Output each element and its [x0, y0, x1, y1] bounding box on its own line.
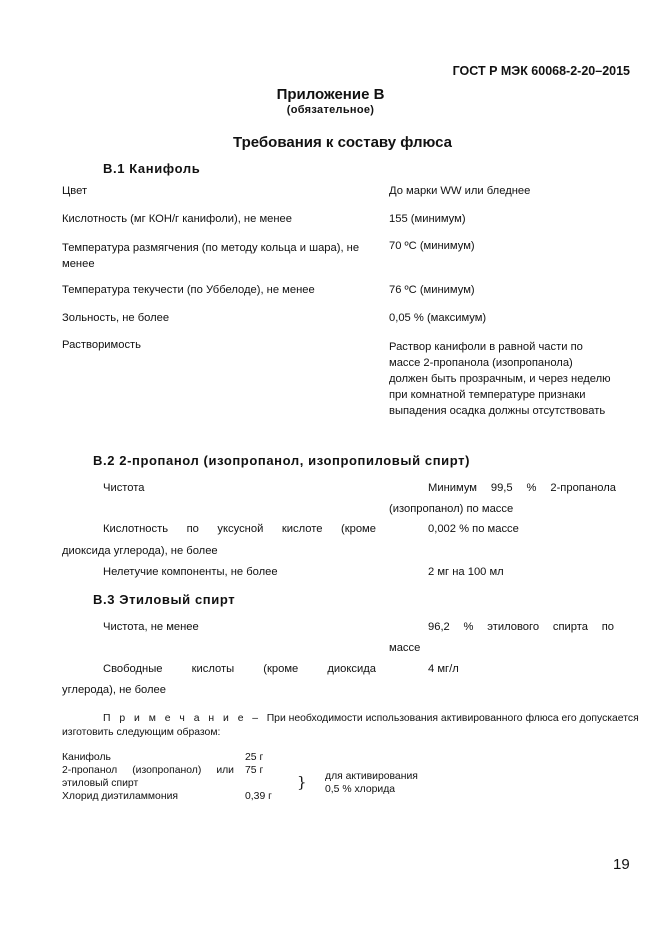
word: кислоте	[281, 523, 323, 535]
section-b1-title: В.1 Канифоль	[103, 161, 201, 176]
recipe-item-amount: 25 г	[245, 752, 264, 763]
note-line1	[103, 713, 639, 724]
word: Кислотность	[103, 523, 169, 535]
propanol-volatile-label: Нелетучие компоненты, не более	[103, 566, 278, 578]
word: этилового	[487, 621, 540, 633]
rosin-color-value: До марки WW или бледнее	[389, 185, 531, 197]
section-b3-title: В.3 Этиловый спирт	[93, 592, 236, 607]
document-header: ГОСТ Р МЭК 60068-2-20–2015	[452, 64, 630, 78]
ethanol-acids-label	[103, 663, 376, 675]
rosin-ash-label: Зольность, не более	[62, 312, 170, 324]
appendix-heading: Требования к составу флюса	[233, 134, 453, 151]
word: (изопропанол)	[132, 765, 202, 776]
word: спирта	[552, 621, 588, 633]
recipe-item-amount: 0,39 г	[245, 791, 272, 802]
ethanol-purity-label: Чистота, не менее	[103, 621, 199, 633]
word: кислоты	[191, 663, 235, 675]
curly-brace-icon: }	[297, 773, 307, 791]
note-text: При необходимости использования активированного флюса его допускается	[266, 713, 639, 724]
propanol-acidity-value: 0,002 % по массе	[428, 523, 519, 535]
appendix-subtitle: (обязательное)	[286, 104, 375, 116]
word: 96,2	[428, 621, 450, 633]
ethanol-purity-value	[428, 621, 614, 633]
rosin-solubility-value: Раствор канифоли в равной части по массе 2-пропанола (изопропанола) должен быть прозрачным, и через неделю при комнатной температуре признаки выпадения осадка должны отсутствовать	[389, 341, 611, 417]
recipe-purpose-line1: для активирования	[325, 771, 418, 782]
propanol-purity-value-line2: (изопропанол) по массе	[389, 503, 514, 515]
recipe-item-name: Канифоль	[62, 752, 111, 763]
word: уксусной	[217, 523, 264, 535]
rosin-softening-value: 70 ºС (минимум)	[389, 240, 475, 252]
propanol-volatile-value: 2 мг на 100 мл	[428, 566, 504, 578]
propanol-purity-value	[428, 482, 616, 494]
word: %	[526, 482, 537, 494]
ethanol-acids-label-line2: углерода), не более	[62, 684, 166, 696]
note-line2: изготовить следующим образом:	[62, 727, 221, 738]
rosin-ash-value: 0,05 % (максимум)	[389, 312, 487, 324]
word: диоксида	[327, 663, 376, 675]
word: 99,5	[490, 482, 513, 494]
word: 2-пропанол	[62, 765, 118, 776]
word: Свободные	[103, 663, 163, 675]
word: 2-пропанола	[550, 482, 616, 494]
rosin-acidity-value: 155 (минимум)	[389, 213, 466, 225]
ethanol-purity-value-line2: массе	[389, 642, 421, 654]
rosin-color-label: Цвет	[62, 185, 88, 197]
page-number: 19	[613, 856, 630, 873]
note-dash: –	[252, 713, 259, 724]
propanol-purity-label: Чистота	[103, 482, 145, 494]
appendix-title: Приложение В	[276, 86, 385, 103]
recipe-purpose-line2: 0,5 % хлорида	[325, 784, 396, 795]
rosin-flow-value: 76 ºС (минимум)	[389, 284, 475, 296]
recipe-item-name: Хлорид диэтиламмония	[62, 791, 179, 802]
note-label: П р и м е ч а н и е	[103, 713, 247, 724]
word: (кроме	[263, 663, 299, 675]
word: Минимум	[428, 482, 477, 494]
rosin-acidity-label: Кислотность (мг КОН/г канифоли), не менее	[62, 213, 292, 225]
recipe-item-name-line2: этиловый спирт	[62, 778, 139, 789]
rosin-solubility-label: Растворимость	[62, 339, 142, 351]
word: (кроме	[340, 523, 376, 535]
word: %	[463, 621, 474, 633]
propanol-acidity-label	[103, 523, 376, 535]
rosin-flow-label: Температура текучести (по Уббелоде), не менее	[62, 284, 315, 296]
rosin-softening-label: Температура размягчения (по методу кольца и шара), не менее	[62, 242, 360, 270]
word: по	[186, 523, 199, 535]
section-b2-title: В.2 2-пропанол (изопропанол, изопропиловый спирт)	[93, 453, 471, 468]
recipe-item-amount: 75 г	[245, 765, 264, 776]
recipe-item-name	[62, 765, 234, 777]
ethanol-acids-value: 4 мг/л	[428, 663, 459, 675]
word: или	[216, 765, 234, 776]
word: по	[601, 621, 614, 633]
propanol-acidity-label-line2: диоксида углерода), не более	[62, 545, 218, 557]
